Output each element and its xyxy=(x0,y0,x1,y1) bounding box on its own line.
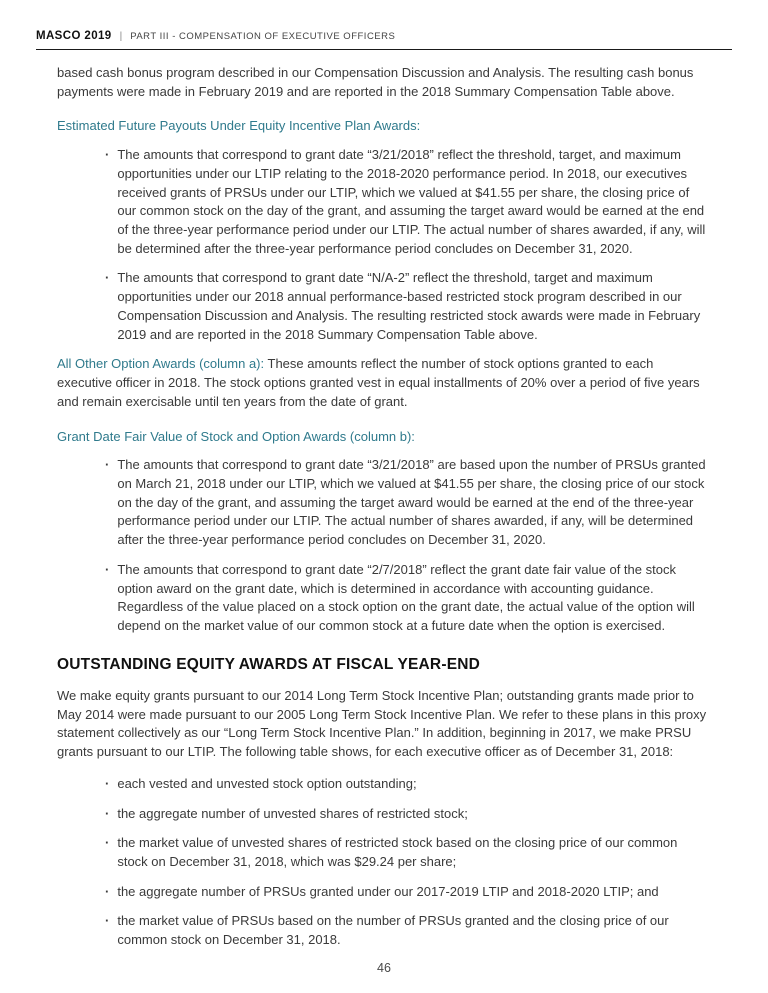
bullet-icon: · xyxy=(105,805,110,821)
bullet-text: The amounts that correspond to grant date “N/A-2” reflect the threshold, target and maximum opportunities under our 2018 annual performance-based restricted stock program described in our Compensation Discussion and Analysis. The resulting restricted stock awards were made in February 2019 and are reported in the 2018 Summary Compensation Table above. xyxy=(117,270,701,342)
page-content xyxy=(36,50,732,961)
list-item xyxy=(57,834,711,871)
bullet-text: The amounts that correspond to grant date “3/21/2018” are based upon the number of PRSUs granted on March 21, 2018 under our LTIP, which we valued at $41.55 per share, the closing price of our stock on the day of the grant, and assuming the target award would be earned at the end of the three-year performance period under our LTIP. The actual number of shares awarded, if any, will be determined after the three-year performance period concludes on December 31, 2020. xyxy=(117,457,706,548)
header-divider: | xyxy=(119,31,123,42)
section-heading-outstanding-equity-awards: OUTSTANDING EQUITY AWARDS AT FISCAL YEAR-END xyxy=(57,655,481,673)
list-item xyxy=(57,775,711,794)
bullet-text: the market value of unvested shares of restricted stock based on the closing price of our common stock on December 31, 2018, which was $29.24 per share; xyxy=(117,835,678,870)
list-item xyxy=(57,269,711,344)
list-item xyxy=(57,805,711,824)
list-item xyxy=(57,883,711,902)
estimated-future-bullet-list xyxy=(57,146,711,344)
list-item xyxy=(57,561,711,636)
list-item xyxy=(57,912,711,949)
bullet-icon: · xyxy=(105,835,110,851)
page-header xyxy=(36,30,732,50)
bullet-icon: · xyxy=(105,270,110,286)
bullet-icon: · xyxy=(105,147,110,163)
grant-date-bullet-list xyxy=(57,456,711,635)
brand-title: MASCO 2019 xyxy=(36,30,112,42)
bullet-icon: · xyxy=(105,913,110,929)
page-number: 46 xyxy=(377,960,391,975)
heading-grant-date-fair-value: Grant Date Fair Value of Stock and Option Awards (column b): xyxy=(57,428,415,444)
heading-estimated-future-payouts: Estimated Future Payouts Under Equity Incentive Plan Awards: xyxy=(57,118,421,134)
bullet-text: The amounts that correspond to grant date “2/7/2018” reflect the grant date fair value of the stock option award on the grant date, which is determined in accordance with accounting guidance. Regardless of the value placed on a stock option on the grant date, the actual value of the option will depend on the market value of our common stock at a future date when the option is exercised. xyxy=(117,561,695,633)
intro-paragraph: based cash bonus program described in our Compensation Discussion and Analysis. The resulting cash bonus payments were made in February 2019 and are reported in the 2018 Summary Compensation Table above. xyxy=(57,65,694,99)
all-other-option-awards-text: These amounts reflect the number of stock options granted to each executive officer in 2018. The stock options granted vest in equal installments of 20% over a period of five years and remain exercisable until ten years from the date of grant. xyxy=(57,356,700,409)
list-item xyxy=(57,146,711,258)
heading-all-other-option-awards: All Other Option Awards (column a): xyxy=(57,356,265,372)
page-footer xyxy=(36,961,732,979)
bullet-text: The amounts that correspond to grant date “3/21/2018” reflect the threshold, target, and maximum opportunities under our LTIP relating to the 2018-2020 performance period. In 2018, our executives received grants of PRSUs under our LTIP, which we valued at $41.55 per share, the closing price of our common stock on the day of the grant, and assuming the target award would be earned at the end of the three-year performance period under our LTIP. The actual number of shares awarded, if any, will be determined after the three-year performance period concludes on December 31, 2020. xyxy=(117,147,706,256)
header-section-title: PART III - COMPENSATION OF EXECUTIVE OFFICERS xyxy=(130,31,396,42)
all-other-option-awards-paragraph xyxy=(57,355,711,411)
outstanding-bullet-list xyxy=(57,775,711,950)
list-item xyxy=(57,456,711,550)
bullet-text: the aggregate number of unvested shares of restricted stock; xyxy=(117,805,468,821)
bullet-text: the aggregate number of PRSUs granted under our 2017-2019 LTIP and 2018-2020 LTIP; and xyxy=(117,883,659,899)
bullet-icon: · xyxy=(105,775,110,791)
bullet-text: each vested and unvested stock option outstanding; xyxy=(117,775,417,791)
bullet-text: the market value of PRSUs based on the number of PRSUs granted and the closing price of our common stock on December 31, 2018. xyxy=(117,913,669,948)
bullet-icon: · xyxy=(105,457,110,473)
bullet-icon: · xyxy=(105,883,110,899)
bullet-icon: · xyxy=(105,561,110,577)
outstanding-intro-paragraph: We make equity grants pursuant to our 2014 Long Term Stock Incentive Plan; outstanding grants made prior to May 2014 were made pursuant to our 2005 Long Term Stock Incentive Plan. We refer to these plans in this proxy statement collectively as our “Long Term Stock Incentive Plan.” In addition, beginning in 2017, we make PRSU grants pursuant to our LTIP. The following table shows, for each executive officer as of December 31, 2018: xyxy=(57,688,707,760)
